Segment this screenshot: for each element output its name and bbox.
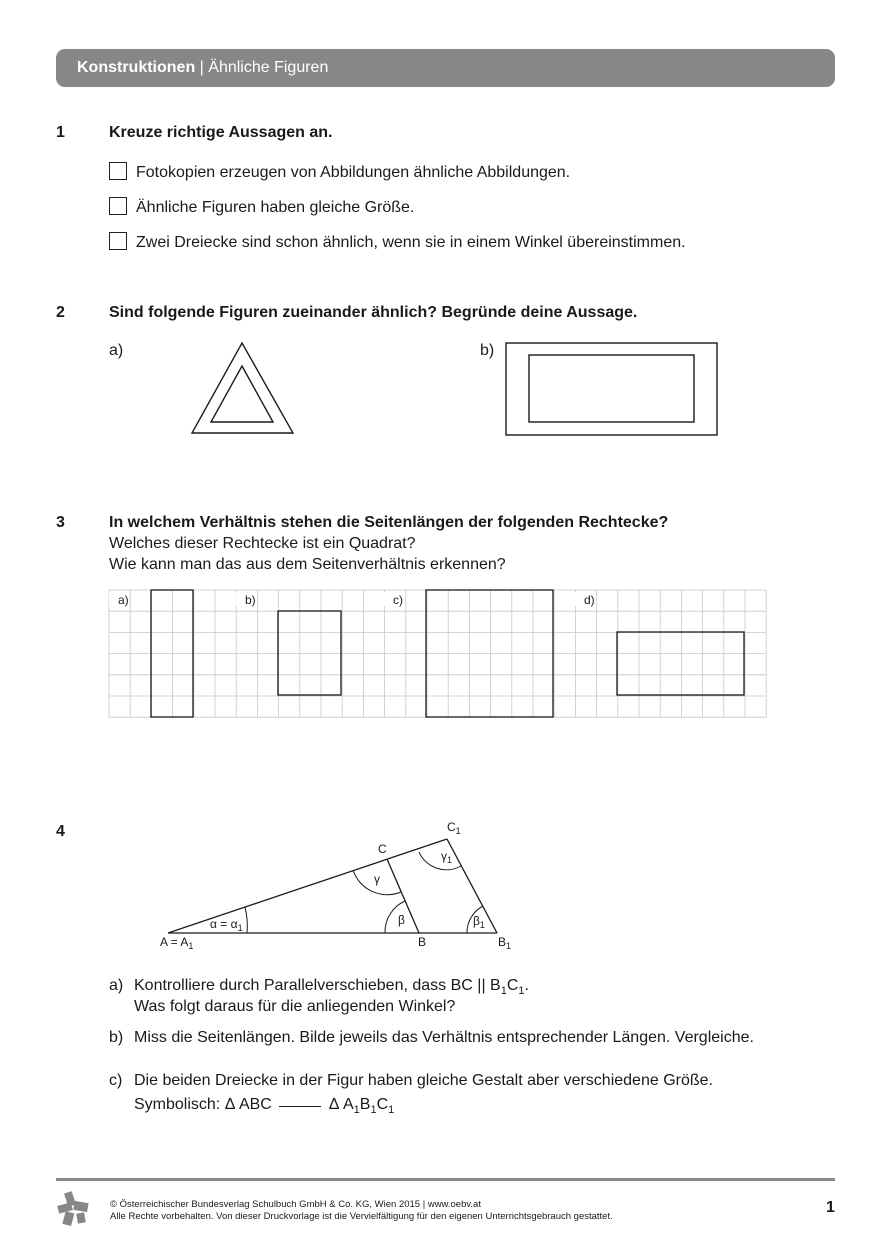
task1-number: 1 (56, 124, 65, 141)
footer-copyright: © Österreichischer Bundesverlag Schulbuch GmbH & Co. KG, Wien 2015 | www.oebv.at (110, 1199, 481, 1210)
header-separator: | (199, 59, 204, 76)
grid-label-a: a) (118, 593, 129, 607)
task4-a-line2: Was folgt daraus für die anliegenden Winkel? (134, 998, 456, 1015)
angle-arc-alpha (245, 907, 247, 933)
task4-c-symbolic: Symbolisch: Δ ABC Δ $A_1B_1C_1$ (134, 1096, 395, 1117)
task1-option-2: Ähnliche Figuren haben gleiche Größe. (136, 199, 415, 216)
task3-number: 3 (56, 514, 65, 531)
nested-triangles-figure (185, 338, 300, 438)
label-beta1: $\beta_1$ (473, 914, 485, 930)
label-a-a1: $A = A_1$ (160, 935, 194, 951)
outer-rectangle (506, 343, 717, 435)
oebv-logo-icon (56, 1191, 96, 1227)
inner-triangle (211, 366, 273, 422)
task3-question: In welchem Verhältnis stehen die Seitenlängen der folgenden Rechtecke? (109, 514, 669, 531)
similar-triangles-figure (150, 815, 530, 955)
footer-rights: Alle Rechte vorbehalten. Von dieser Druckvorlage ist die Vervielfältigung für den eigenen Unterrichtsgebrauch gestattet. (110, 1211, 613, 1222)
header-title-bold: Konstruktionen (77, 59, 196, 76)
nested-rectangles-figure (500, 338, 725, 440)
answer-blank[interactable] (279, 1096, 321, 1107)
task4-label-a: a) (109, 977, 124, 994)
task4-a-line1: Kontrolliere durch Parallelverschieben, dass BC || $B_1C_1$. (134, 977, 529, 998)
header-title: Ähnliche Figuren (208, 59, 329, 76)
task3-line3: Wie kann man das aus dem Seitenverhältnis erkennen? (109, 556, 506, 573)
task4-c-line1: Die beiden Dreiecke in der Figur haben gleiche Gestalt aber verschiedene Größe. (134, 1072, 713, 1089)
grid-lines (109, 590, 766, 717)
task2-number: 2 (56, 304, 65, 321)
side-b1c1 (447, 839, 497, 933)
grid-label-b: b) (245, 593, 256, 607)
header-bar (56, 49, 835, 87)
task2-label-a: a) (109, 342, 124, 359)
task4-number: 4 (56, 823, 65, 840)
task1-question: Kreuze richtige Aussagen an. (109, 124, 333, 141)
label-c1: $C_1$ (447, 820, 461, 836)
label-alpha: $\alpha = \alpha_1$ (210, 917, 243, 933)
label-b1: $B_1$ (498, 935, 512, 951)
inner-rectangle (529, 355, 694, 422)
grid-label-c: c) (393, 593, 403, 607)
task4-label-c: c) (109, 1072, 123, 1089)
task1-option-1: Fotokopien erzeugen von Abbildungen ähnliche Abbildungen. (136, 164, 571, 181)
task1-checkbox-3[interactable] (109, 232, 127, 250)
task1-checkbox-2[interactable] (109, 197, 127, 215)
task1-option-3: Zwei Dreiecke sind schon ähnlich, wenn sie in einem Winkel übereinstimmen. (136, 234, 686, 251)
rectangles-grid (108, 589, 768, 719)
label-beta: β (398, 913, 405, 927)
label-c: C (378, 842, 387, 856)
label-b: B (418, 935, 427, 949)
label-gamma: γ (374, 872, 380, 886)
page-number: 1 (826, 1199, 835, 1216)
grid-rectangle-b (278, 611, 341, 695)
grid-rectangle-d (617, 632, 744, 695)
task4-label-b: b) (109, 1029, 124, 1046)
task2-label-b: b) (480, 342, 495, 359)
task4-b-text: Miss die Seitenlängen. Bilde jeweils das Verhältnis entsprechender Längen. Vergleiche. (134, 1029, 754, 1046)
task1-checkbox-1[interactable] (109, 162, 127, 180)
grid-label-d: d) (584, 593, 595, 607)
footer-rule (56, 1178, 835, 1181)
task3-line2: Welches dieser Rechtecke ist ein Quadrat? (109, 535, 416, 552)
outer-triangle (192, 343, 293, 433)
label-gamma1: $\gamma_1$ (441, 849, 453, 865)
task2-question: Sind folgende Figuren zueinander ähnlich? Begründe deine Aussage. (109, 304, 638, 321)
